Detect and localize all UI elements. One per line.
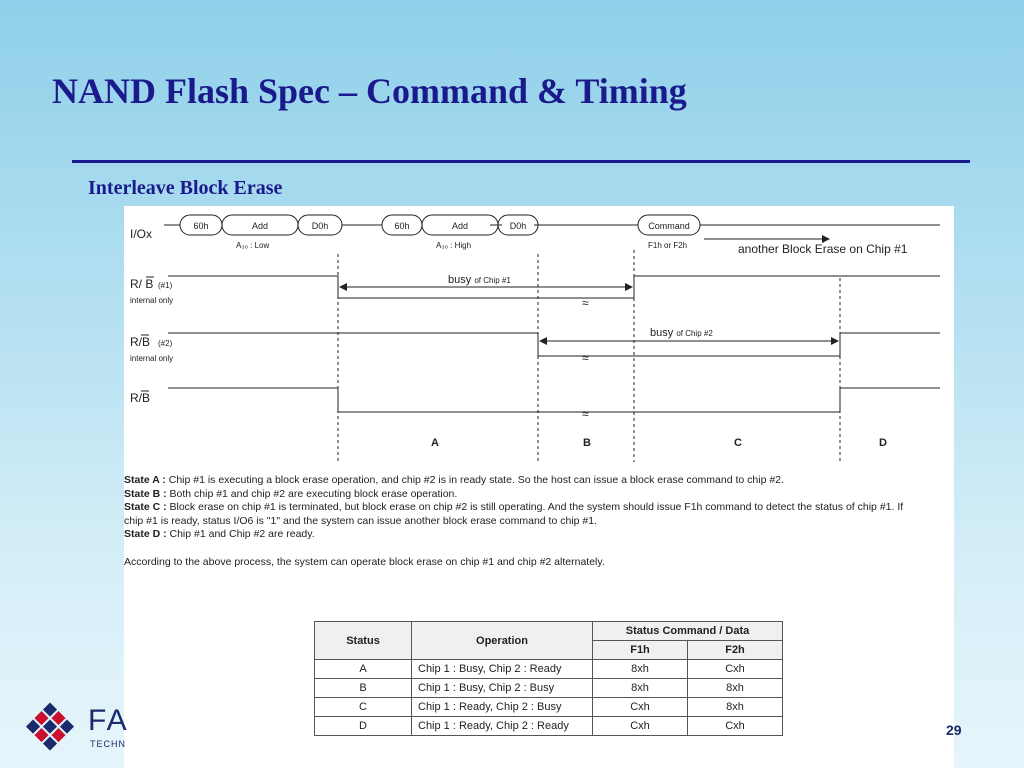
col-header-operation: Operation [412, 622, 593, 660]
busy1-label: busy of Chip #1 [448, 274, 511, 286]
svg-text:(#1): (#1) [158, 281, 173, 290]
state-line: State D : Chip #1 and Chip #2 are ready. [124, 528, 315, 540]
rb2-label: R/B [130, 335, 151, 349]
conclusion-line: According to the above process, the system can operate block erase on chip #1 and chip #2 alternately. [124, 555, 605, 568]
state-label-b: B [583, 437, 591, 449]
another-erase-label: another Block Erase on Chip #1 [738, 242, 908, 256]
busy2-label: busy of Chip #2 [650, 327, 713, 339]
table-row: A Chip 1 : Busy, Chip 2 : Ready 8xh Cxh [315, 660, 783, 679]
rb-waveform [168, 388, 940, 412]
rb2-waveform [168, 333, 940, 356]
timing-diagram [124, 206, 954, 476]
state-label-d: D [879, 437, 887, 449]
title-divider [72, 160, 970, 163]
timing-figure-panel [124, 206, 954, 768]
svg-text:Add: Add [451, 221, 469, 231]
svg-text:(#2): (#2) [158, 339, 173, 348]
rb-label: R/B [130, 391, 151, 405]
svg-text:D0h: D0h [311, 221, 329, 231]
status-command-table [314, 621, 783, 736]
svg-text:Add: Add [251, 221, 269, 231]
cmd-note: F1h or F2h [648, 241, 688, 250]
addr-note-low: A₃₀ : Low [236, 241, 270, 250]
state-line: State A : Chip #1 is executing a block erase operation, and chip #2 is in ready state. So the host can issue a block erase command to chip #2. [124, 474, 784, 486]
table-row: B Chip 1 : Busy, Chip 2 : Busy 8xh 8xh [315, 679, 783, 698]
state-line: State C : Block erase on chip #1 is terminated, but block erase on chip #2 is still operating. And the system should issue F1h command to detect the status of chip #1. If [124, 501, 904, 513]
state-description [124, 474, 952, 569]
table-row: C Chip 1 : Ready, Chip 2 : Busy Cxh 8xh [315, 698, 783, 717]
rb2-note: internal only [130, 354, 174, 363]
slide-title: NAND Flash Spec – Command & Timing [52, 71, 687, 111]
break-mark: ≈ [582, 407, 589, 421]
col-header-status-command: Status Command / Data [593, 622, 783, 641]
break-mark: ≈ [582, 351, 589, 365]
company-logo-icon [22, 700, 78, 756]
state-line: chip #1 is ready, status I/O6 is "1" and the system can issue another block erase command to chip #1. [124, 514, 598, 527]
col-header-f2h: F2h [688, 641, 783, 660]
slide-subtitle: Interleave Block Erase [88, 177, 283, 199]
table-row: D Chip 1 : Ready, Chip 2 : Ready Cxh Cxh [315, 717, 783, 736]
rb1-label: R/ B [130, 277, 154, 291]
addr-note-high: A₃₀ : High [436, 241, 472, 250]
svg-text:D0h: D0h [509, 221, 527, 231]
io-label: I/Ox [130, 227, 153, 241]
break-mark: ≈ [582, 296, 589, 310]
state-line: State B : Both chip #1 and chip #2 are executing block erase operation. [124, 487, 458, 500]
col-header-status: Status [315, 622, 412, 660]
rb1-note: internal only [130, 296, 174, 305]
col-header-f1h: F1h [593, 641, 688, 660]
state-label-c: C [734, 437, 742, 449]
company-logo-text: FA [88, 704, 129, 737]
svg-text:60h: 60h [193, 221, 209, 231]
state-label-a: A [431, 437, 439, 449]
page-number: 29 [946, 722, 962, 738]
svg-text:60h: 60h [394, 221, 410, 231]
svg-text:Command: Command [648, 221, 690, 231]
company-logo-subtext: TECHN [90, 739, 126, 749]
